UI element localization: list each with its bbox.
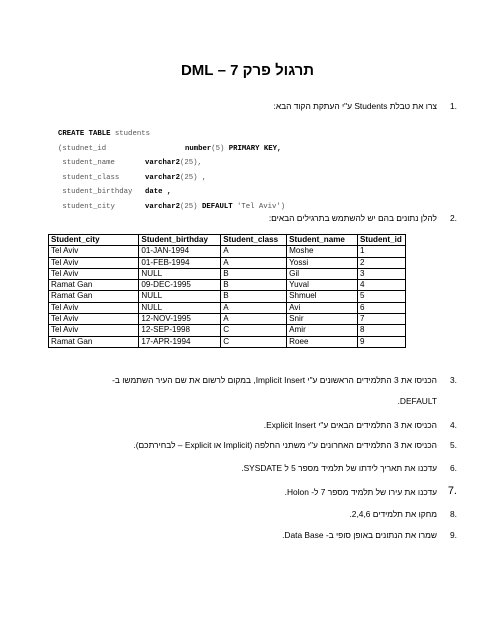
column-header-birthday: Student_birthday (139, 235, 221, 246)
item-number: 2. (450, 213, 457, 223)
item-text: הכניסו את 3 התלמידים האחרונים ע"י משתני החלפה (Implicit או Explicit – לבחירתכם). (133, 440, 437, 450)
table-cell: 5 (357, 291, 405, 302)
table-cell: Avi (287, 302, 358, 313)
column-header-id: Student_id (357, 235, 405, 246)
table-row (49, 314, 406, 325)
table-cell: 2 (357, 257, 405, 268)
code-text: students (110, 130, 150, 138)
table-cell: Yuval (287, 280, 358, 291)
table-cell: C (221, 325, 287, 336)
table-cell: 12-SEP-1998 (139, 325, 221, 336)
list-item-8 (37, 509, 457, 520)
item-number: 6. (450, 463, 457, 473)
table-cell: Snir (287, 314, 358, 325)
table-cell: B (221, 280, 287, 291)
table-cell: 9 (357, 336, 405, 347)
item-text: עדכנו את תאריך לידתו של תלמיד מספר 5 ל SYSDATE. (241, 463, 437, 473)
table-cell: Tel Aviv (49, 325, 139, 336)
column-header-name: Student_name (287, 235, 358, 246)
list-item-1 (37, 101, 457, 112)
column-header-class: Student_class (221, 235, 287, 246)
code-string: 'Tel Aviv') (232, 202, 286, 211)
table-header-row (49, 235, 406, 246)
list-item-5 (37, 440, 457, 451)
item-number: 7. (447, 485, 457, 497)
table-cell: A (221, 246, 287, 257)
code-args: (25) , (180, 173, 207, 182)
item-text: הכניסו את 3 התלמידים הבאים ע"י Explicit Insert. (263, 420, 437, 430)
table-cell: A (221, 302, 287, 313)
code-line-3 (58, 156, 285, 171)
code-column-name: student_class (58, 173, 120, 182)
table-cell: 1 (357, 246, 405, 257)
table-cell: Moshe (287, 246, 358, 257)
table-cell: C (221, 336, 287, 347)
list-item-6 (37, 463, 457, 474)
table-row (49, 268, 406, 279)
table-cell: A (221, 314, 287, 325)
item-number: 9. (450, 530, 457, 540)
table-cell: Shmuel (287, 291, 358, 302)
item-text: עדכנו את עירו של תלמיד מספר 7 ל- Holon. (284, 487, 437, 497)
code-line-2 (58, 142, 285, 157)
item-text: הכניסו את 3 התלמידים הראשונים ע"י Implicit Insert, במקום לרשום את שם העיר השתמשו ב- (112, 375, 437, 385)
table-cell: NULL (139, 268, 221, 279)
table-cell: NULL (139, 291, 221, 302)
code-punct: , (276, 144, 282, 153)
table-cell: 12-NOV-1995 (139, 314, 221, 325)
code-keyword: DEFAULT (201, 202, 233, 211)
code-column-name: student_city (58, 202, 115, 211)
table-row (49, 325, 406, 336)
table-cell: 17-APR-1994 (139, 336, 221, 347)
list-item-3 (37, 375, 457, 386)
code-column-name: student_name (58, 159, 115, 168)
list-item-3-continuation: DEFAULT. (397, 396, 437, 406)
code-args: (5) (211, 144, 229, 153)
table-cell: Tel Aviv (49, 302, 139, 313)
page-title: תרגול פרק 7 – DML (180, 62, 315, 79)
table-cell: Gil (287, 268, 358, 279)
table-cell: 7 (357, 314, 405, 325)
code-column-name: (studnet_id (58, 144, 107, 153)
code-keyword: CREATE TABLE (58, 130, 111, 138)
item-text: צרו את טבלת Students ע"י העתקת הקוד הבא: (273, 101, 437, 111)
table-cell: Tel Aviv (49, 257, 139, 268)
table-cell: 4 (357, 280, 405, 291)
table-cell: B (221, 268, 287, 279)
code-line-4 (58, 171, 285, 186)
code-args: (25), (180, 159, 202, 168)
table-cell: 6 (357, 302, 405, 313)
item-text: מחקו את תלמידים 2,4,6. (349, 509, 437, 519)
item-number: 4. (450, 420, 457, 430)
code-args: , (162, 188, 172, 197)
table-cell: A (221, 257, 287, 268)
item-number: 8. (450, 509, 457, 519)
table-row (49, 336, 406, 347)
code-type: varchar2 (145, 159, 181, 168)
table-cell: Tel Aviv (49, 314, 139, 325)
code-args: (25) (180, 202, 202, 211)
table-cell: Ramat Gan (49, 291, 139, 302)
list-item-7 (37, 485, 457, 498)
table-cell: Tel Aviv (49, 268, 139, 279)
item-number: 3. (450, 375, 457, 385)
table-cell: Ramat Gan (49, 336, 139, 347)
code-keyword: PRIMARY KEY (228, 144, 277, 153)
list-item-4 (37, 420, 457, 431)
table-cell: Yossi (287, 257, 358, 268)
table-cell: B (221, 291, 287, 302)
table-row (49, 280, 406, 291)
list-item-2 (37, 213, 457, 224)
list-item-9 (37, 530, 457, 541)
table-cell: Amir (287, 325, 358, 336)
code-type: number (185, 144, 212, 153)
table-row (49, 302, 406, 313)
column-header-city: Student_city (49, 235, 139, 246)
code-column-name: student_birthday (58, 188, 133, 197)
code-type: varchar2 (145, 173, 181, 182)
table-cell: Tel Aviv (49, 246, 139, 257)
table-row (49, 257, 406, 268)
table-cell: Roee (287, 336, 358, 347)
table-cell: 09-DEC-1995 (139, 280, 221, 291)
table-cell: 3 (357, 268, 405, 279)
item-number: 5. (450, 440, 457, 450)
item-text: שמרו את הנתונים באופן סופי ב- Data Base. (282, 530, 437, 540)
table-cell: 01-JAN-1994 (139, 246, 221, 257)
table-cell: 01-FEB-1994 (139, 257, 221, 268)
sql-code-block (58, 127, 285, 215)
table-row (49, 246, 406, 257)
code-line-1 (58, 127, 285, 142)
item-number: 1. (450, 101, 457, 111)
students-table (48, 234, 406, 348)
code-type: varchar2 (145, 202, 181, 211)
table-cell: NULL (139, 302, 221, 313)
table-cell: Ramat Gan (49, 280, 139, 291)
table-cell: 8 (357, 325, 405, 336)
item-text: להלן נתונים בהם יש להשתמש בתרגילים הבאים: (268, 213, 437, 223)
table-row (49, 291, 406, 302)
code-type: date (145, 188, 163, 197)
code-line-5 (58, 185, 285, 200)
